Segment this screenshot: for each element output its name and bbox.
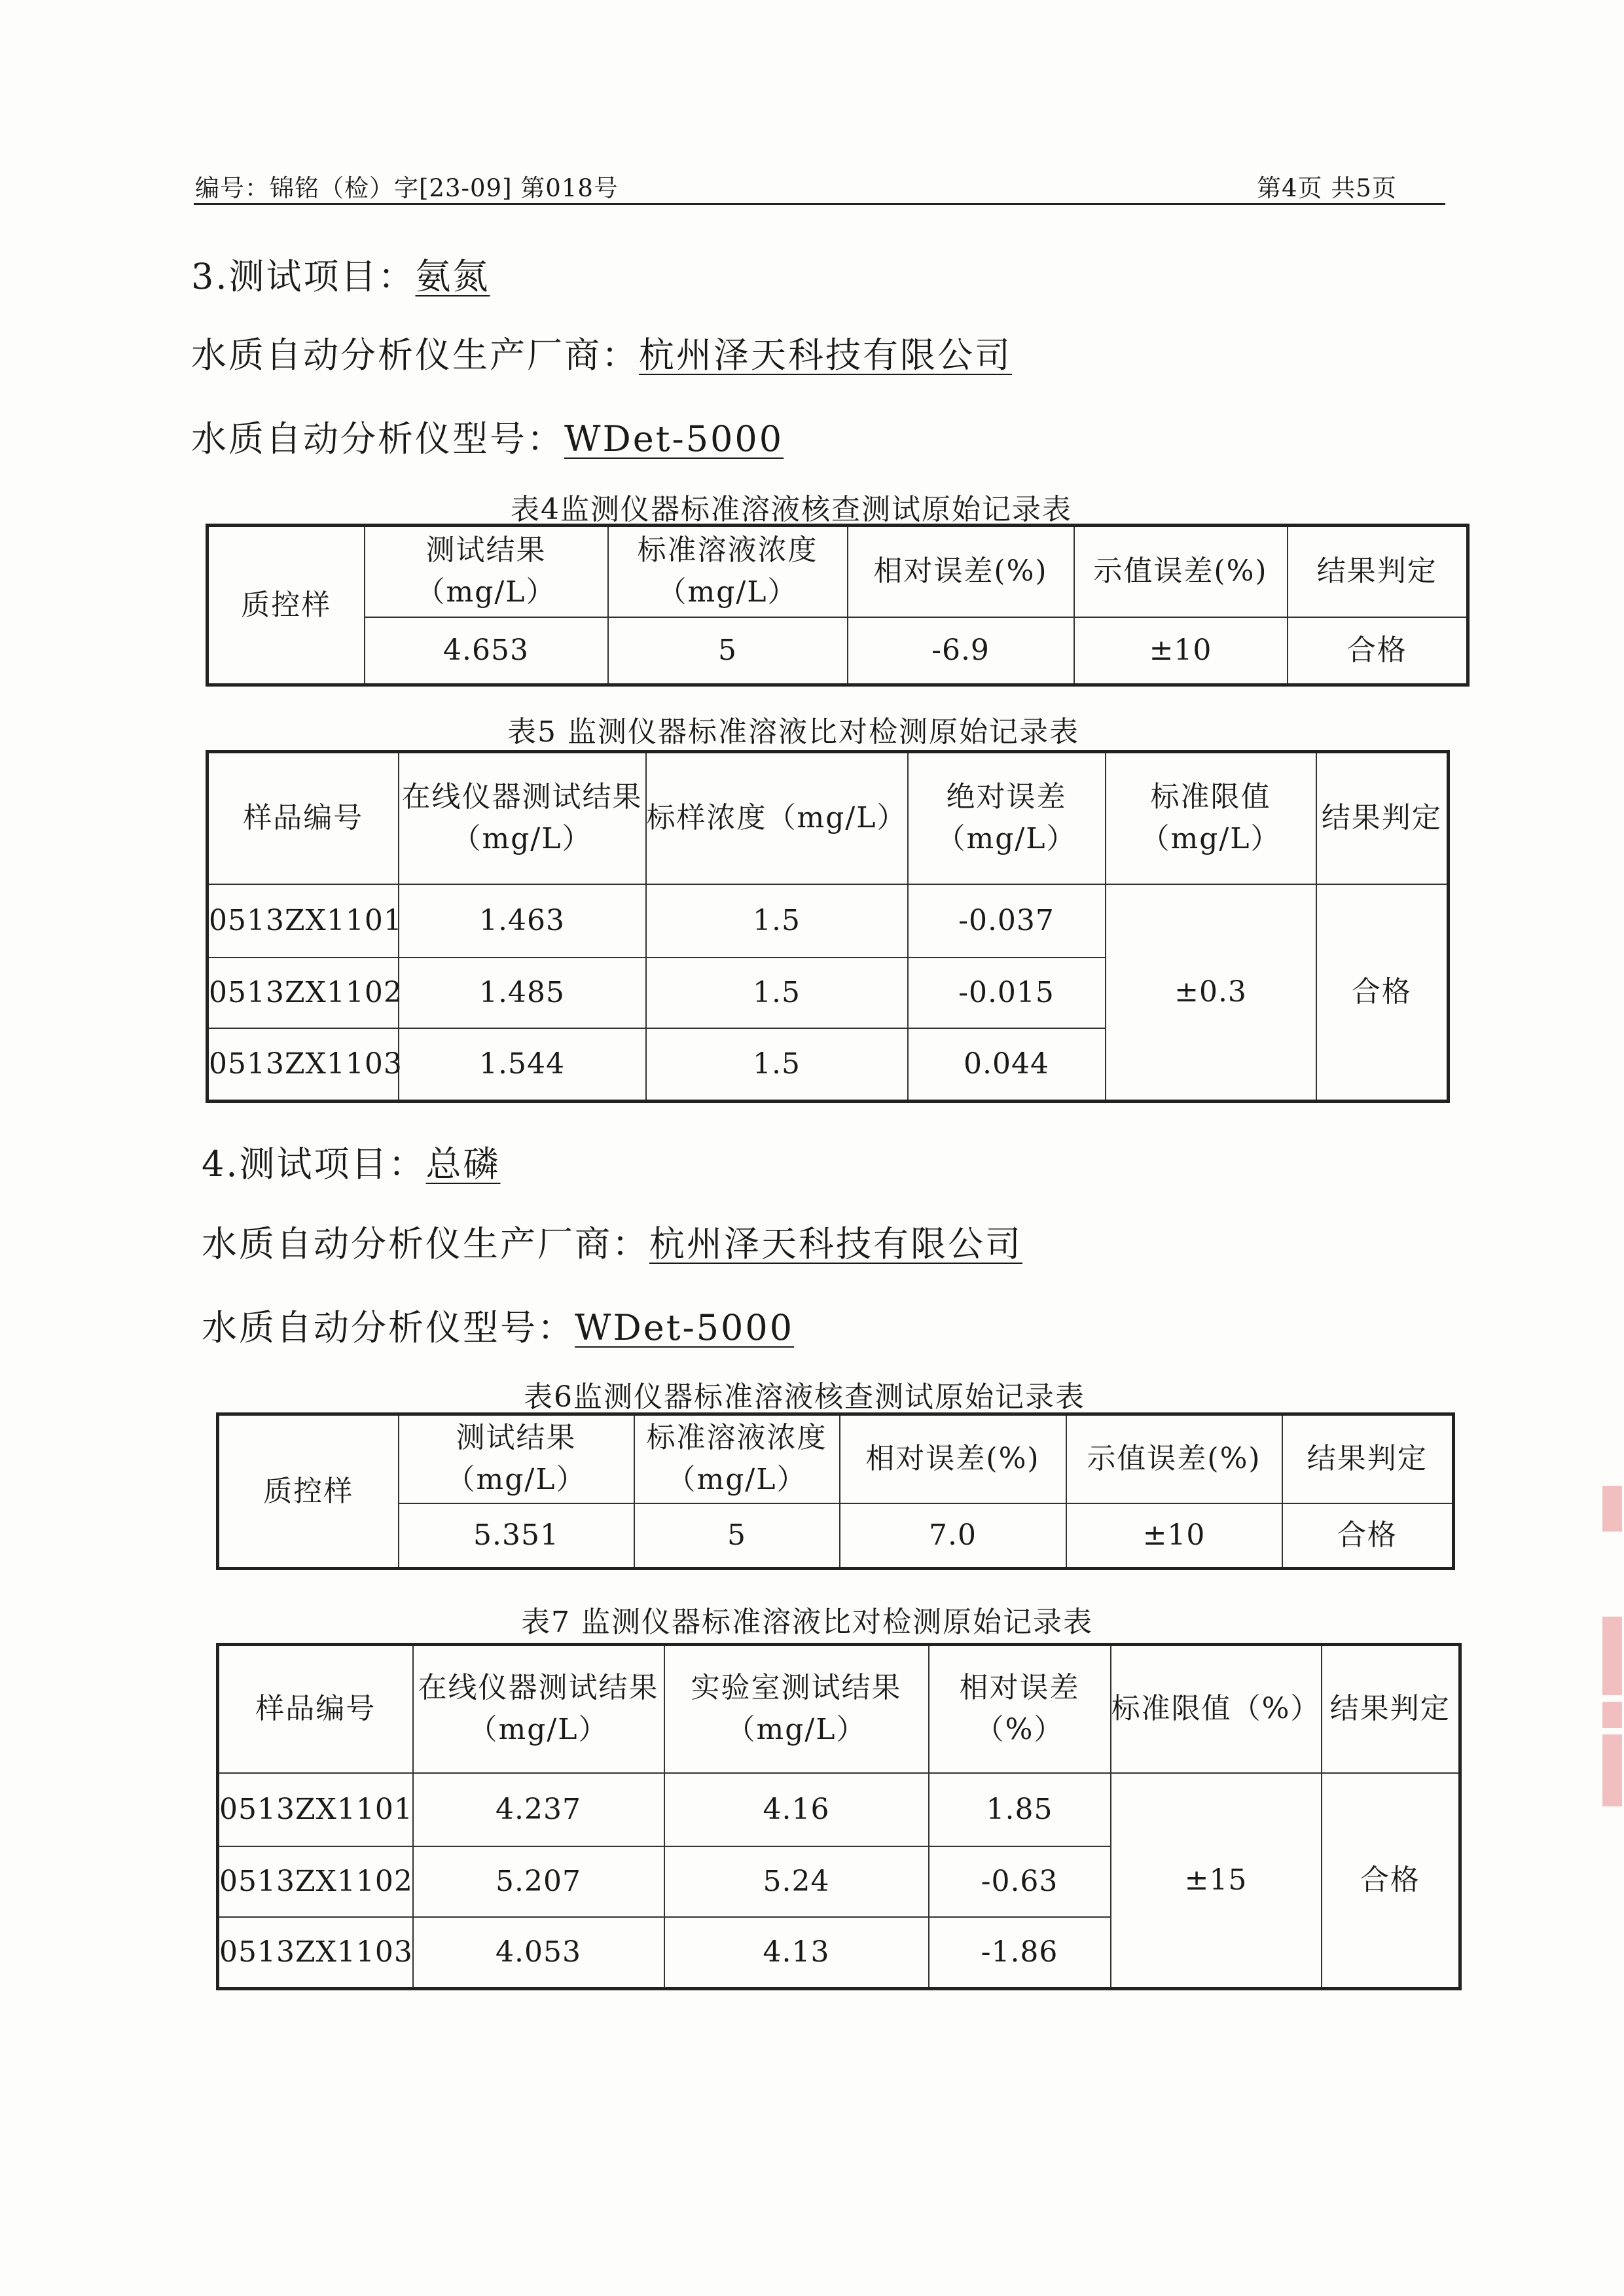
header-cell: 质控样 — [208, 526, 365, 685]
table6 — [216, 1412, 1455, 1570]
data-cell: 7.0 — [840, 1503, 1066, 1569]
section3-item-line — [191, 249, 490, 299]
header-cell: 相对误差（%） — [929, 1645, 1111, 1773]
model-label: 水质自动分析仪型号： — [191, 418, 564, 459]
sample-id-cell: 0513ZX1103 — [208, 1028, 399, 1102]
data-cell: 4.053 — [413, 1917, 664, 1989]
header-cell: 样品编号 — [208, 752, 399, 884]
data-cell: 1.463 — [399, 884, 646, 958]
limit-cell: ±15 — [1111, 1773, 1322, 1989]
data-cell: 1.5 — [646, 1028, 908, 1102]
maker-label: 水质自动分析仪生产厂商： — [202, 1223, 649, 1265]
data-cell: 5 — [634, 1503, 840, 1569]
data-cell: 0.044 — [908, 1028, 1106, 1102]
model-value: WDet-5000 — [564, 418, 784, 459]
data-cell: -0.037 — [908, 884, 1106, 958]
table-row — [208, 752, 1449, 884]
header-cell: 标准溶液浓度（mg/L） — [634, 1414, 840, 1503]
data-cell: 5 — [608, 617, 848, 685]
section3-model-line — [191, 411, 784, 461]
maker-value: 杭州泽天科技有限公司 — [639, 334, 1012, 376]
data-cell: -0.63 — [929, 1846, 1111, 1917]
header-cell: 标准溶液浓度（mg/L） — [608, 526, 848, 617]
header-cell: 标准限值（mg/L） — [1106, 752, 1316, 884]
data-cell: -6.9 — [848, 617, 1074, 685]
data-cell: ±10 — [1066, 1503, 1282, 1569]
seal-stamp-fragment — [1602, 1702, 1622, 1728]
table4-caption: 表4监测仪器标准溶液核查测试原始记录表 — [511, 493, 1072, 526]
model-value: WDet-5000 — [575, 1307, 795, 1348]
sample-id-cell: 0513ZX1101 — [218, 1773, 413, 1846]
result-cell: 合格 — [1322, 1773, 1460, 1989]
data-cell: 4.653 — [365, 617, 608, 685]
header-cell: 标准限值（%） — [1111, 1645, 1322, 1773]
table-row — [208, 884, 1449, 958]
section3-maker-line — [191, 327, 1012, 378]
table-row — [218, 1414, 1454, 1503]
data-cell: 5.24 — [664, 1846, 929, 1917]
data-cell: 合格 — [1288, 617, 1468, 685]
header-cell: 质控样 — [218, 1414, 399, 1569]
header-cell: 相对误差(%) — [848, 526, 1074, 617]
header-cell: 测试结果（mg/L） — [365, 526, 608, 617]
data-cell: 1.85 — [929, 1773, 1111, 1846]
header-cell: 测试结果（mg/L） — [399, 1414, 634, 1503]
model-label: 水质自动分析仪型号： — [202, 1307, 575, 1348]
header-cell: 标样浓度（mg/L） — [646, 752, 908, 884]
limit-cell: ±0.3 — [1106, 884, 1316, 1102]
table-row — [208, 526, 1468, 617]
header-cell: 实验室测试结果（mg/L） — [664, 1645, 929, 1773]
header-cell: 结果判定 — [1322, 1645, 1460, 1773]
table5 — [206, 750, 1450, 1103]
data-cell: 1.5 — [646, 884, 908, 958]
maker-label: 水质自动分析仪生产厂商： — [191, 334, 639, 376]
table-row — [208, 617, 1468, 685]
data-cell: -1.86 — [929, 1917, 1111, 1989]
table5-caption: 表5 监测仪器标准溶液比对检测原始记录表 — [507, 715, 1079, 749]
header-cell: 结果判定 — [1288, 526, 1468, 617]
data-cell: 4.16 — [664, 1773, 929, 1846]
data-cell: 5.207 — [413, 1846, 664, 1917]
header-cell: 在线仪器测试结果（mg/L） — [399, 752, 646, 884]
section4-model-line — [202, 1300, 794, 1350]
table-row — [218, 1503, 1454, 1569]
seal-stamp-fragment — [1602, 1734, 1622, 1806]
sample-id-cell: 0513ZX1102 — [208, 958, 399, 1028]
data-cell: -0.015 — [908, 958, 1106, 1028]
header-cell: 结果判定 — [1282, 1414, 1454, 1503]
table7-caption: 表7 监测仪器标准溶液比对检测原始记录表 — [521, 1605, 1093, 1639]
header-cell: 示值误差(%) — [1066, 1414, 1282, 1503]
table6-caption: 表6监测仪器标准溶液核查测试原始记录表 — [524, 1380, 1085, 1414]
data-cell: 1.544 — [399, 1028, 646, 1102]
test-item-value: 氨氮 — [415, 256, 490, 297]
document-number: 编号：锦铭（检）字[23-09] 第018号 — [195, 174, 619, 202]
header-rule — [194, 203, 1445, 205]
header-cell: 结果判定 — [1316, 752, 1449, 884]
test-item-value: 总磷 — [425, 1143, 501, 1185]
data-cell: 5.351 — [399, 1503, 634, 1569]
sample-id-cell: 0513ZX1101 — [208, 884, 399, 958]
test-item-label: 3.测试项目： — [191, 256, 416, 297]
header-cell: 在线仪器测试结果（mg/L） — [413, 1645, 664, 1773]
data-cell: ±10 — [1074, 617, 1288, 685]
header-cell: 绝对误差（mg/L） — [908, 752, 1106, 884]
result-cell: 合格 — [1316, 884, 1449, 1102]
section4-item-line — [202, 1136, 501, 1187]
data-cell: 合格 — [1282, 1503, 1454, 1569]
test-item-label: 4.测试项目： — [202, 1143, 426, 1185]
data-cell: 1.485 — [399, 958, 646, 1028]
table-row — [218, 1773, 1460, 1846]
section4-maker-line — [202, 1216, 1022, 1266]
seal-stamp-fragment — [1602, 1617, 1622, 1695]
header-cell: 示值误差(%) — [1074, 526, 1288, 617]
seal-stamp-fragment — [1602, 1486, 1622, 1532]
data-cell: 4.237 — [413, 1773, 664, 1846]
maker-value: 杭州泽天科技有限公司 — [649, 1223, 1022, 1265]
table-row — [218, 1645, 1460, 1773]
header-cell: 相对误差(%) — [840, 1414, 1066, 1503]
data-cell: 4.13 — [664, 1917, 929, 1989]
header-cell: 样品编号 — [218, 1645, 413, 1773]
sample-id-cell: 0513ZX1102 — [218, 1846, 413, 1917]
page-indicator: 第4页 共5页 — [1257, 174, 1397, 202]
table7 — [216, 1643, 1462, 1990]
data-cell: 1.5 — [646, 958, 908, 1028]
table4 — [206, 524, 1470, 687]
sample-id-cell: 0513ZX1103 — [218, 1917, 413, 1989]
